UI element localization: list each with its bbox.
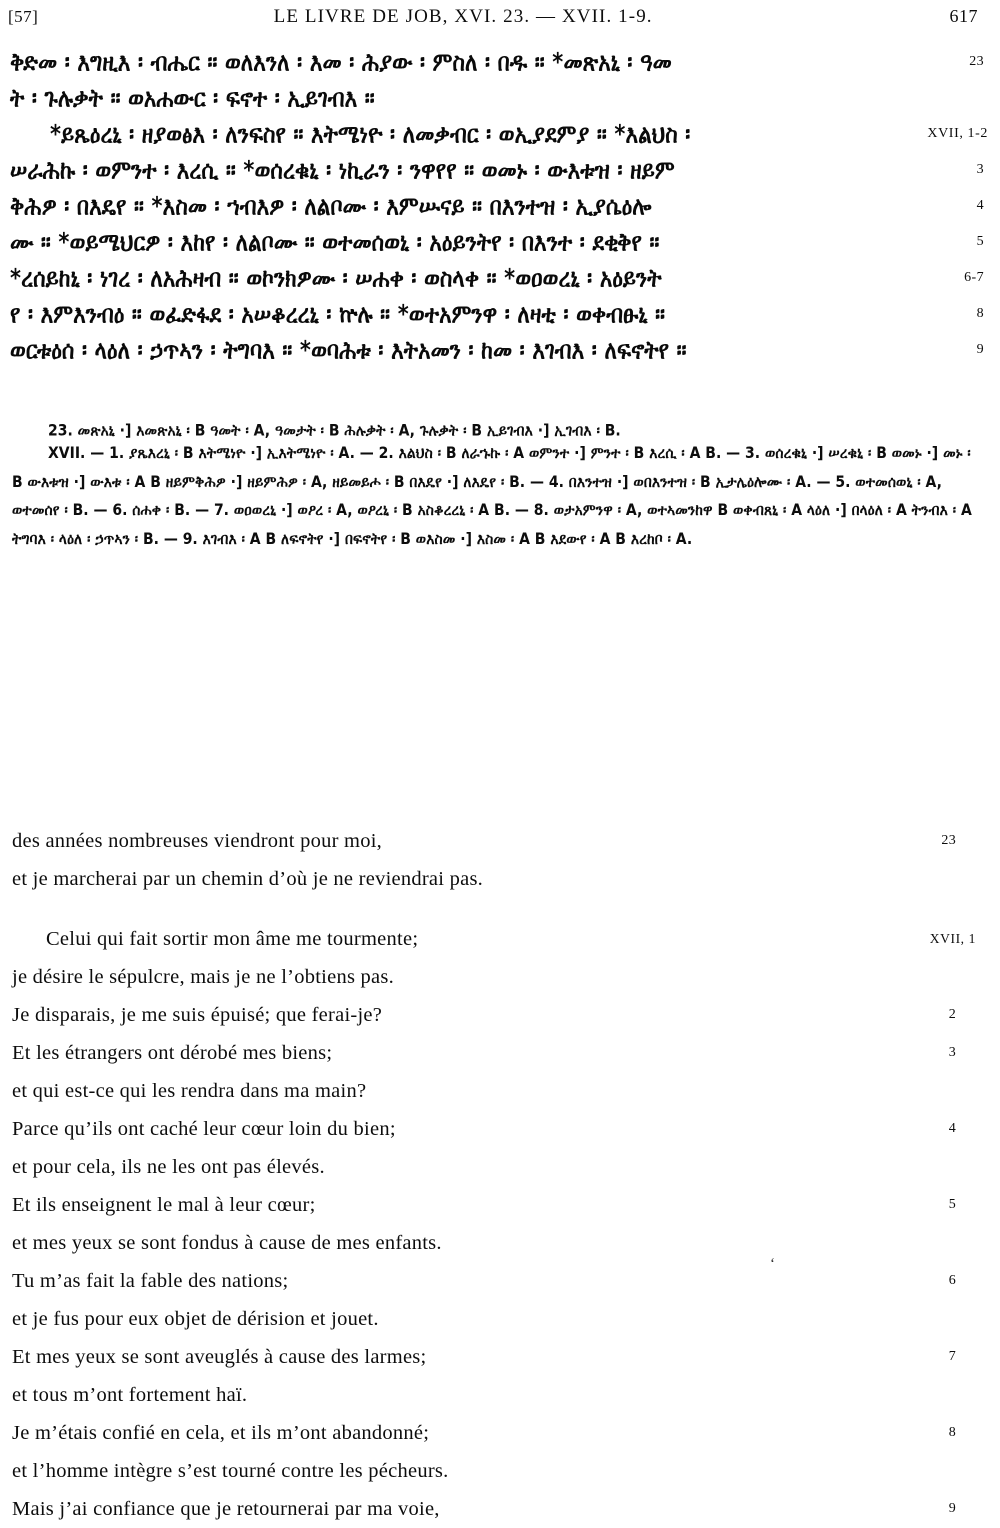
verse-number: 6-7 [964, 270, 984, 285]
translation-line [12, 1034, 984, 1072]
translation-line [12, 1452, 984, 1490]
translation-text: Tu m’as fait la fable des nations; [12, 1270, 289, 1292]
translation-text: Je m’étais confié en cela, et ils m’ont abandonné; [12, 1422, 430, 1444]
geez-line [10, 332, 990, 368]
geez-line-text: ሠራሕኩ ፡ ወምንተ ፡ እረሲ ። *ወሰረቁኒ ፡ ነኪራን ፡ ንዋየየ ። ወመኑ ፡ ውእቱዝ ፡ ዘይም [10, 155, 675, 185]
verse-number: 5 [976, 234, 984, 249]
translation-line [12, 958, 984, 996]
translation-text: et qui est-ce qui les rendra dans ma main? [12, 1080, 367, 1102]
translation-line [12, 1300, 984, 1338]
translation-line [12, 1376, 984, 1414]
translation-text: Celui qui fait sortir mon âme me tourmente; [46, 928, 419, 950]
geez-text-block [10, 44, 990, 368]
geez-line-text: የ ፡ እምእንብዕ ። ወፈድፋደ ፡ አሠቆረረኒ ፡ ኵሉ ። *ወተአምንዋ ፡ ለዛቲ ፡ ወቀብፁኒ ። [10, 299, 666, 329]
translation-text: et l’homme intègre s’est tourné contre les pécheurs. [12, 1460, 449, 1482]
verse-number: XVII, 1-2 [927, 126, 988, 141]
verse-number: 3 [948, 1045, 956, 1060]
geez-line-text: ቅድመ ፡ እግዚእ ፡ ብሔር ። ወለእንለ ፡ እመ ፡ ሕያው ፡ ምስለ ፡ በዱ ። *መጽአኒ ፡ ዓመ [10, 47, 672, 77]
verse-number: 8 [976, 306, 984, 321]
running-head [8, 6, 928, 32]
geez-line [10, 188, 990, 224]
translation-line [12, 920, 984, 958]
verse-number: 23 [941, 833, 956, 848]
translation-text: Et les étrangers ont dérobé mes biens; [12, 1042, 333, 1064]
translation-line [12, 1186, 984, 1224]
geez-line-text: ሙ ። *ወይሜህርዎ ፡ እከየ ፡ ለልቦሙ ። ወተመሰወኒ ፡ አዕይንትየ ፡ በእንተ ፡ ደቂቅየ ። [10, 227, 660, 257]
verse-number: 4 [976, 198, 984, 213]
verse-number: 7 [948, 1349, 956, 1364]
geez-line-text: *ረሰይከኒ ፡ ነገረ ፡ ለአሕዛብ ። ወኮንክዎሙ ፡ ሠሐቀ ፡ ወስላቀ ። *ወዐወረኒ ፡ አዕይንት [10, 263, 662, 293]
translation-line [12, 1490, 984, 1528]
geez-line [10, 80, 990, 116]
geez-line [10, 224, 990, 260]
translation-line [12, 1148, 984, 1186]
geez-line [10, 296, 990, 332]
apparatus-entry-verse-23: 23. መጽአኒ ·] እመጽአኒ ፡ B ዓመት ፡ A, ዓመታት ፡ B ሕሉቃት ፡ A, ጉሉቃት ፡ B ኢይገብእ ·] ኢገብእ ፡ B. [48, 421, 621, 440]
verse-number: 23 [969, 54, 984, 69]
translation-line [12, 1072, 984, 1110]
verse-number: XVII, 1 [929, 931, 976, 946]
geez-line [10, 116, 990, 152]
translation-line [12, 1338, 984, 1376]
translation-line [12, 1262, 984, 1300]
page-number: 617 [949, 6, 978, 26]
translation-text: Parce qu’ils ont caché leur cœur loin du bien; [12, 1118, 396, 1140]
stanza-gap [12, 898, 984, 920]
geez-line [10, 44, 990, 80]
translation-line [12, 1414, 984, 1452]
verse-number: 2 [948, 1007, 956, 1022]
geez-line [10, 260, 990, 296]
translation-text: Et mes yeux se sont aveuglés à cause des larmes; [12, 1346, 427, 1368]
translation-text: et pour cela, ils ne les ont pas élevés. [12, 1156, 325, 1178]
translation-text: Je disparais, je me suis épuisé; que ferai-je? [12, 1004, 383, 1026]
verse-number: 8 [948, 1425, 956, 1440]
translation-text: je désire le sépulcre, mais je ne l’obtiens pas. [12, 966, 395, 988]
translation-text: des années nombreuses viendront pour moi, [12, 830, 383, 852]
verse-number: 9 [948, 1501, 956, 1516]
verse-number: 5 [948, 1197, 956, 1212]
geez-line-text: ት ፡ ጉሉቃት ። ወአሐውር ፡ ፍኖተ ፡ ኢይገብእ ። [10, 83, 375, 113]
verse-number: 6 [948, 1273, 956, 1288]
translation-text: et mes yeux se sont fondus à cause de mes enfants. [12, 1232, 442, 1254]
translation-text: et je fus pour eux objet de dérision et jouet. [12, 1308, 379, 1330]
geez-line [10, 152, 990, 188]
geez-line-text: ወርቱዕሰ ፡ ላዕለ ፡ ኃጥኣን ፡ ትግባእ ። *ወባሕቱ ፡ እትአመን ፡ ከመ ፡ እገብእ ፡ ለፍኖትየ ። [10, 335, 687, 365]
geez-line-text: ቅሕዎ ፡ በእዴየ ። *እስመ ፡ ኀብእዎ ፡ ለልቦሙ ፡ እምሡናይ ። በእንተዝ ፡ ኢያሴዕሎ [10, 191, 652, 221]
translation-text: et je marcherai par un chemin d’où je ne reviendrai pas. [12, 868, 484, 890]
translation-text: Et ils enseignent le mal à leur cœur; [12, 1194, 316, 1216]
translation-line [12, 860, 984, 898]
translation-line [12, 996, 984, 1034]
geez-line-text: *ይጼዕረኒ ፡ ዘያወፅእ ፡ ለንፍስየ ። እትሜነዮ ፡ ለመቃብር ፡ ወኢያደምያ ። *እልህስ ፡ [50, 119, 691, 149]
verse-number: 4 [948, 1121, 956, 1136]
page-title: LE LIVRE DE JOB, XVI. 23. — XVII. 1-9. [273, 6, 653, 27]
translation-text: et tous m’ont fortement haï. [12, 1384, 248, 1406]
french-translation-block [12, 822, 984, 1528]
translation-line [12, 1224, 984, 1262]
folio-marker: [57] [8, 7, 39, 26]
translation-line [12, 822, 984, 860]
translation-line [12, 1110, 984, 1148]
verse-number: 9 [976, 342, 984, 357]
translation-text: Mais j’ai confiance que je retournerai par ma voie, [12, 1498, 440, 1520]
apparatus-criticus [12, 418, 972, 548]
stray-ink-mark: ‘ [770, 1256, 775, 1272]
verse-number: 3 [976, 162, 984, 177]
apparatus-entry-chapter-xvii: XVII. — 1. ያጼእረኒ ፡ B እትሜነዮ ·] ኢእትሜነዮ ፡ A. — 2. እልህስ ፡ B ለራኁኩ ፡ A ወምንተ ·] ምንተ ፡ B እረሲ ፡ A B. — 3. ወሰረቁኒ ·] ሠረቁኒ ፡ B ወመኑ ·] መኑ ፡ B ውእቱዝ ·] ውእቱ ፡ A B ዘይምቅሕዎ ·] ዘይምሕዎ ፡ A, ዘይመይሖ ፡ B በእዴየ ·] ለእዴየ ፡ B. — 4. በእንተዝ ·] ወበእንተዝ ፡ B ኢታሌዕሎሙ ፡ A. — 5. ወተመሰወኒ ፡ A, ወተመሰየ ፡ B. — 6. ሰሐቀ ፡ B. — 7. ወዐወረኒ ·] ወዖረ ፡ A, ወዖረኒ ፡ B አስቆረረኒ ፡ A B. — 8. ወታአምንዋ ፡ A, ወተኣመንከዋ B ወቀብጸኒ ፡ A ላዕለ ·] በላዕለ ፡ A ትንብእ ፡ A ትግባእ ፡ ላዕለ ፡ ኃጥኣን ፡ B. — 9. እገብእ ፡ A B ለፍኖትየ ·] በፍኖትየ ፡ B ወእስመ ·] እስመ ፡ A B እደውየ ፡ A B እረከቦ ፡ A. [12, 443, 972, 548]
